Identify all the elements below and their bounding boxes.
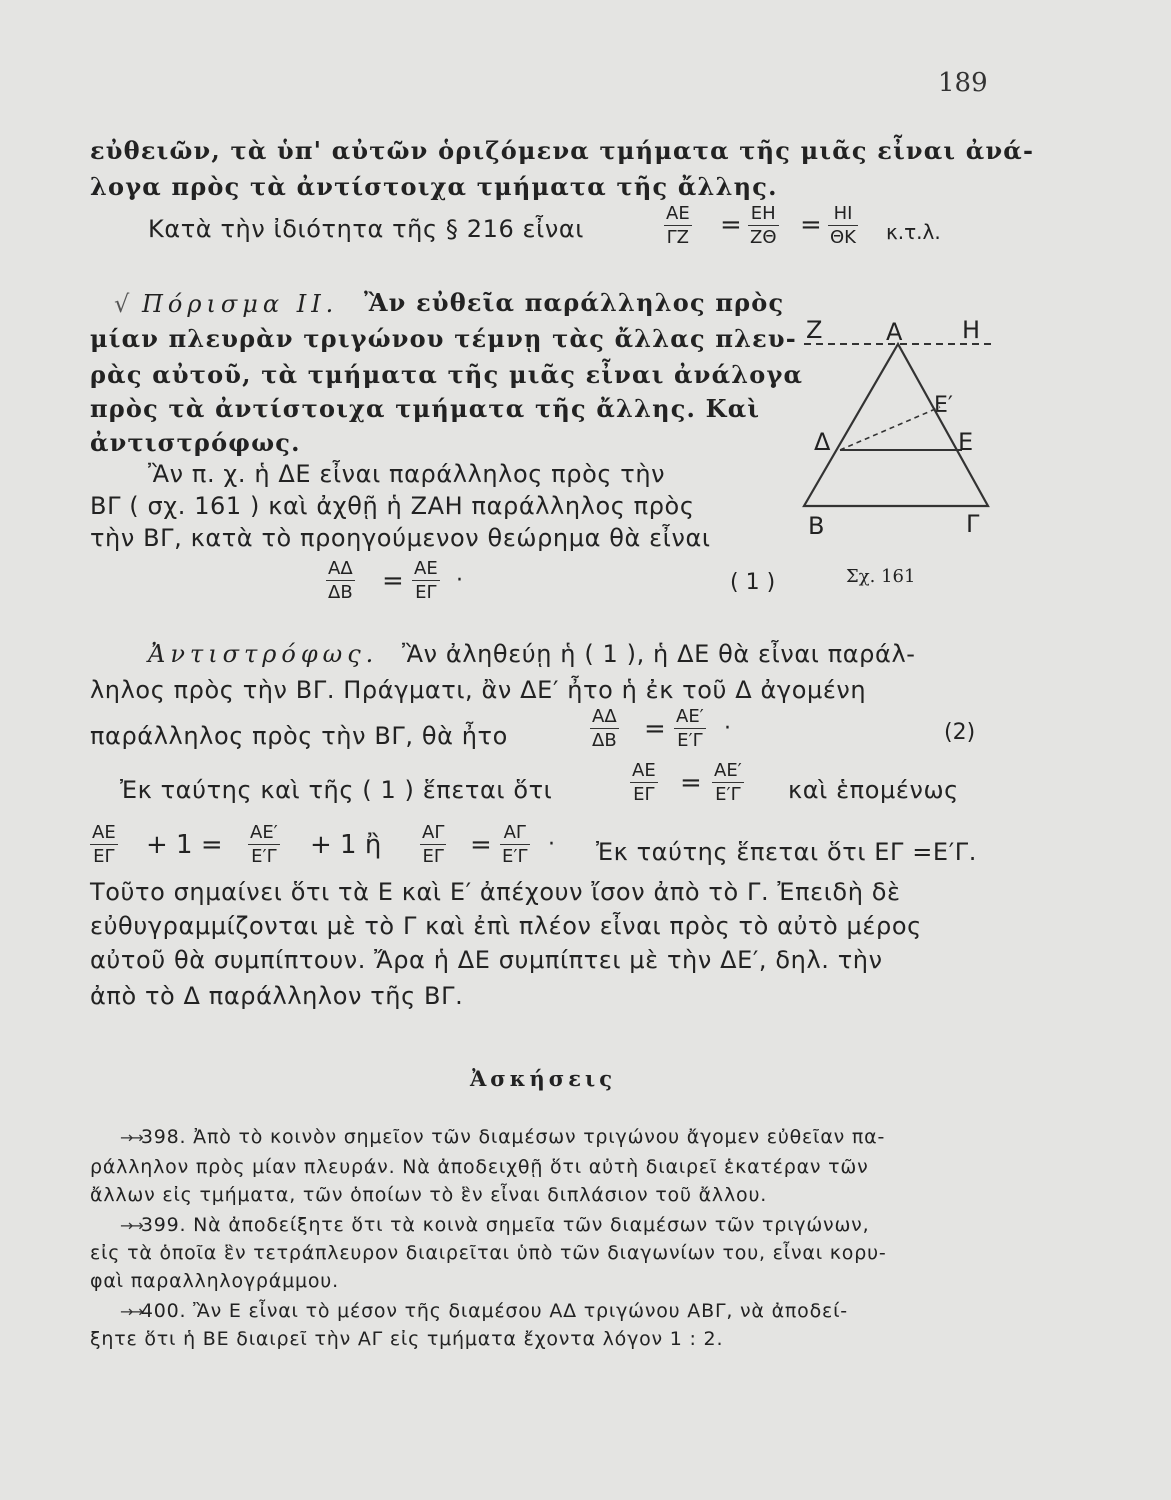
example-line-1: Ἂν π. χ. ἡ ΔΕ εἶναι παράλληλος πρὸς τὴν: [148, 460, 666, 488]
converse-line-4-text: Ἐκ ταύτης καὶ τῆς ( 1 ) ἕπεται ὅτι: [120, 776, 553, 804]
porisma-line-5: ἀντιστρόφως.: [90, 428, 301, 457]
equation-tag-2: (2): [944, 720, 976, 745]
fraction-ag-epg: [500, 824, 530, 866]
figure-caption: Σχ. 161: [846, 566, 916, 587]
equals-sign: =: [720, 210, 742, 240]
example-line-3: τὴν ΒΓ, κατὰ τὸ προηγούμενον θεώρημα θὰ εἶναι: [90, 524, 711, 552]
equals-sign: =: [470, 830, 492, 860]
equation-tag-1: ( 1 ): [730, 570, 776, 595]
fraction-ae-eg-4: [90, 824, 118, 866]
exercise-line: 398. Ἀπὸ τὸ κοινὸν σημεῖον τῶν διαμέσων τριγώνου ἄγομεν εὐθεῖαν πα-: [140, 1126, 886, 1148]
triangle-figure: [790, 300, 1010, 560]
fraction-ag-eg: [420, 824, 446, 866]
fraction-ae-eg: [412, 560, 440, 602]
equals-sign: =: [644, 714, 666, 744]
converse-line-5-suffix: Ἐκ ταύτης ἕπεται ὅτι ΕΓ =Ε′Γ.: [596, 838, 977, 866]
converse-line-3-text: παράλληλος πρὸς τὴν ΒΓ, θὰ ἦτο: [90, 722, 508, 750]
fraction-numerator: ΗΙ: [828, 205, 858, 226]
equals-sign: =: [680, 768, 702, 798]
exercise-line: ἄλλων εἰς τμήματα, τῶν ὁποίων τὸ ἓν εἶναι διπλάσιον τοῦ ἄλλου.: [90, 1184, 768, 1206]
intro-line-1: εὐθειῶν, τὰ ὑπ' αὐτῶν ὁριζόμενα τμήματα τῆς μιᾶς εἶναι ἀνά-: [90, 136, 1035, 165]
exercise-399: [120, 1214, 869, 1236]
porisma-title: Πόρισμα ΙΙ.: [142, 290, 339, 318]
porisma-line-2: μίαν πλευρὰν τριγώνου τέμνῃ τὰς ἄλλας πλευ-: [90, 324, 797, 353]
arrow-icon: →→: [120, 1216, 141, 1235]
converse-title: Ἀντιστρόφως.: [148, 640, 379, 668]
period: ·: [724, 716, 731, 741]
fraction-denominator: ΓΖ: [666, 227, 690, 248]
fraction-denominator: ΔΒ: [328, 582, 353, 603]
fraction-numerator: ΑΕ′: [250, 822, 278, 843]
exercise-line: 399. Νὰ ἀποδείξητε ὅτι τὰ κοινὰ σημεῖα τῶν διαμέσων τῶν τριγώνων,: [140, 1214, 870, 1236]
label-z: Ζ: [806, 316, 823, 344]
label-a: Α: [886, 318, 903, 346]
fraction-denominator: Ε′Γ: [502, 846, 528, 867]
fraction-ae-eg-3: [630, 762, 658, 804]
fraction-ad-db: [326, 560, 355, 602]
equals-sign: =: [382, 566, 404, 596]
page-number: 189: [938, 68, 988, 98]
fraction-ae-gz: [664, 205, 692, 247]
fraction-numerator: ΑΕ: [632, 760, 656, 781]
triangle-abg: [804, 344, 988, 506]
porisma-line-3: ρὰς αὐτοῦ, τὰ τμήματα τῆς μιᾶς εἶναι ἀνάλογα: [90, 360, 804, 389]
label-b: Β: [808, 512, 825, 540]
exercise-400: [120, 1300, 848, 1322]
fraction-denominator: ΖΘ: [750, 227, 777, 248]
fraction-denominator: ΔΒ: [592, 730, 617, 751]
fraction-denominator: Ε′Γ: [715, 784, 741, 805]
fraction-numerator: ΑΕ′: [714, 760, 742, 781]
fraction-denominator: ΕΓ: [93, 846, 115, 867]
fraction-aep-epg: [674, 708, 706, 750]
plus-one-equals: + 1 =: [146, 830, 223, 860]
converse-line-1: Ἂν ἀληθεύῃ ἡ ( 1 ), ἡ ΔΕ θὰ εἶναι παράλ-: [402, 640, 916, 668]
fraction-denominator: ΘΚ: [830, 227, 856, 248]
exercise-line: ράλληλον πρὸς μίαν πλευράν. Νὰ ἀποδειχθῇ ὅτι αὐτὴ διαιρεῖ ἑκατέραν τῶν: [90, 1156, 869, 1178]
kta-abbrev: κ.τ.λ.: [886, 220, 941, 244]
fraction-numerator: ΑΓ: [422, 822, 445, 843]
fraction-numerator: ΑΕ: [92, 822, 116, 843]
label-h: Η: [962, 316, 981, 344]
fraction-numerator: ΑΓ: [500, 824, 530, 845]
equals-sign: =: [800, 210, 822, 240]
check-mark-icon: √: [114, 290, 130, 318]
fraction-eh-zth: [748, 205, 779, 247]
exercise-line: 400. Ἂν Ε εἶναι τὸ μέσον τῆς διαμέσου ΑΔ τριγώνου ΑΒΓ, νὰ ἀποδεί-: [140, 1300, 848, 1322]
fraction-denominator: ΕΓ: [422, 846, 444, 867]
fraction-ad-db-2: [590, 708, 619, 750]
label-d: Δ: [814, 428, 831, 456]
fraction-numerator: ΑΕ: [666, 203, 690, 224]
converse-line-2: ληλος πρὸς τὴν ΒΓ. Πράγματι, ἂν ΔΕ′ ἦτο ἡ ἐκ τοῦ Δ ἀγομένη: [90, 676, 867, 704]
converse-line-6: Τοῦτο σημαίνει ὅτι τὰ Ε καὶ Ε′ ἀπέχουν ἴσον ἀπὸ τὸ Γ. Ἐπειδὴ δὲ: [90, 878, 901, 906]
exercise-line: ξητε ὅτι ἡ ΒΕ διαιρεῖ τὴν ΑΓ εἰς τμήματα ἔχοντα λόγον 1 : 2.: [90, 1328, 724, 1350]
label-g: Γ: [966, 510, 980, 538]
plus-one-or: + 1 ἢ: [310, 830, 382, 860]
porisma-line-1: Ἂν εὐθεῖα παράλληλος πρὸς: [364, 288, 785, 317]
exercise-line: εἰς τὰ ὁποῖα ἓν τετράπλευρον διαιρεῖται ὑπὸ τῶν διαγωνίων του, εἶναι κορυ-: [90, 1242, 887, 1264]
exercise-line: φαὶ παραλληλογράμμου.: [90, 1270, 339, 1292]
converse-line-4-suffix: καὶ ἑπομένως: [788, 776, 959, 804]
intro-line-3-text: Κατὰ τὴν ἰδιότητα τῆς § 216 εἶναι: [148, 215, 585, 243]
intro-line-2: λογα πρὸς τὰ ἀντίστοιχα τμήματα τῆς ἄλλης.: [90, 172, 778, 201]
arrow-icon: →→: [120, 1302, 141, 1321]
converse-line-8: αὐτοῦ θὰ συμπίπτουν. Ἄρα ἡ ΔΕ συμπίπτει μὲ τὴν ΔΕ′, δηλ. τὴν: [90, 946, 883, 974]
segment-de-prime: [840, 407, 940, 450]
example-line-2: ΒΓ ( σχ. 161 ) καὶ ἀχθῇ ἡ ΖΑΗ παράλληλος πρὸς: [90, 492, 695, 520]
converse-line-9: ἀπὸ τὸ Δ παράλληλον τῆς ΒΓ.: [90, 982, 464, 1010]
fraction-denominator: Ε′Γ: [677, 730, 703, 751]
fraction-denominator: ΕΓ: [415, 582, 437, 603]
fraction-numerator: ΑΔ: [326, 560, 355, 581]
fraction-aep-epg-3: [712, 762, 744, 804]
period: ·: [456, 568, 463, 593]
exercises-heading: Ἀσκήσεις: [470, 1066, 616, 1091]
fraction-numerator: ΑΕ: [414, 558, 438, 579]
porisma-line-4: πρὸς τὰ ἀντίστοιχα τμήματα τῆς ἄλλης. Καὶ: [90, 394, 761, 423]
arrow-icon: →→: [120, 1128, 141, 1147]
label-e: Ε: [958, 428, 974, 456]
fraction-hi-thk: [828, 205, 858, 247]
period: ·: [548, 832, 555, 857]
converse-line-7: εὐθυγραμμίζονται μὲ τὸ Γ καὶ ἐπὶ πλέον εἶναι πρὸς τὸ αὐτὸ μέρος: [90, 912, 922, 940]
fraction-numerator: ΕΗ: [748, 205, 779, 226]
fraction-denominator: Ε′Γ: [251, 846, 277, 867]
fraction-denominator: ΕΓ: [633, 784, 655, 805]
fraction-numerator: ΑΕ′: [676, 706, 704, 727]
fraction-aep-epg-4: [248, 824, 280, 866]
fraction-numerator: ΑΔ: [590, 708, 619, 729]
exercise-398: [120, 1126, 885, 1148]
label-e-prime: Ε′: [934, 393, 953, 418]
